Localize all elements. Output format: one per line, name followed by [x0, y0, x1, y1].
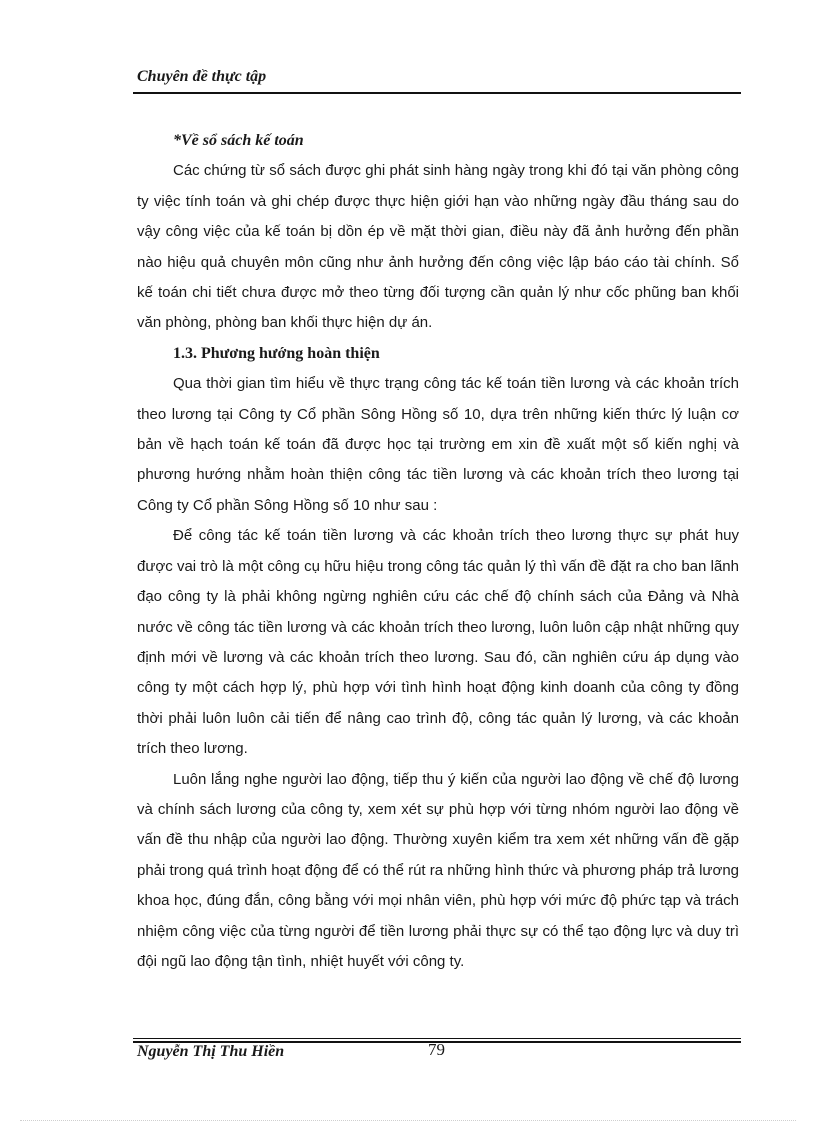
document-body [137, 126, 739, 977]
footer-divider-thin [133, 1038, 741, 1039]
page-number: 79 [428, 1040, 445, 1059]
page-bottom-border [20, 1120, 796, 1121]
section-heading: 1.3. Phương hướng hoàn thiện [173, 344, 380, 362]
paragraph: Luôn lắng nghe người lao động, tiếp thu ý kiến của người lao động về chế độ lương và chính sách lương của công ty, xem xét sự phù hợp với từng nhóm người lao động về vấn đề thu nhập của người lao động. Thường xuyên kiểm tra xem xét những vấn đề gặp phải trong quá trình hoạt động để có thể rút ra những hình thức và phương pháp trả lương khoa học, đúng đắn, công bằng với mọi nhân viên, phù hợp với mức độ phức tạp và trách nhiệm công việc của từng người để tiền lương phải thực sự có thể tạo động lực và duy trì đội ngũ lao động tận tình, nhiệt huyết với công ty. [137, 770, 739, 970]
footer-author: Nguyễn Thị Thu Hiền [137, 1043, 285, 1060]
header-divider [133, 92, 741, 94]
paragraph-accounting-books: Các chứng từ sổ sách được ghi phát sinh hàng ngày trong khi đó tại văn phòng công ty việc tính toán và ghi chép được thực hiện giới hạn vào những ngày đầu tháng sau do vậy công việc của kế toán bị dồn ép về mặt thời gian, điều này đã ảnh hưởng đến phần nào hiệu quả chuyên môn cũng như ảnh hưởng đến công việc lập báo cáo tài chính. Sổ kế toán chi tiết chưa được mở theo từng đối tượng cần quản lý như cốc phũng ban khối văn phòng, phòng ban khối thực hiện dự án. [137, 162, 739, 332]
paragraph: Qua thời gian tìm hiểu về thực trạng công tác kế toán tiền lương và các khoản trích theo lương tại Công ty Cổ phần Sông Hồng số 10, dựa trên những kiến thức lý luận cơ bản về hạch toán kế toán đã được học tại trường em xin đề xuất một số kiến nghị và phương hướng nhằm hoàn thiện công tác tiền lương và các khoản trích theo lương tại Công ty Cổ phần Sông Hồng số 10 như sau : [137, 375, 739, 514]
section-note-heading: *Về sổ sách kế toán [173, 132, 304, 149]
document-header-title: Chuyên đề thực tập [137, 68, 267, 85]
paragraph: Để công tác kế toán tiền lương và các khoản trích theo lương thực sự phát huy được vai trò là một công cụ hữu hiệu trong công tác quản lý thì vấn đề đặt ra cho ban lãnh đạo công ty là phải không ngừng nghiên cứu các chế độ chính sách của Đảng và Nhà nước về công tác tiền lương và các khoản trích theo lương, luôn luôn cập nhật những quy định mới về lương và các khoản trích theo lương. Sau đó, cần nghiên cứu áp dụng vào công ty một cách hợp lý, phù hợp với tình hình hoạt động kinh doanh của công ty đồng thời phải luôn luôn cải tiến để nâng cao trình độ, công tác quản lý lương, và các khoản trích theo lương. [137, 527, 739, 758]
